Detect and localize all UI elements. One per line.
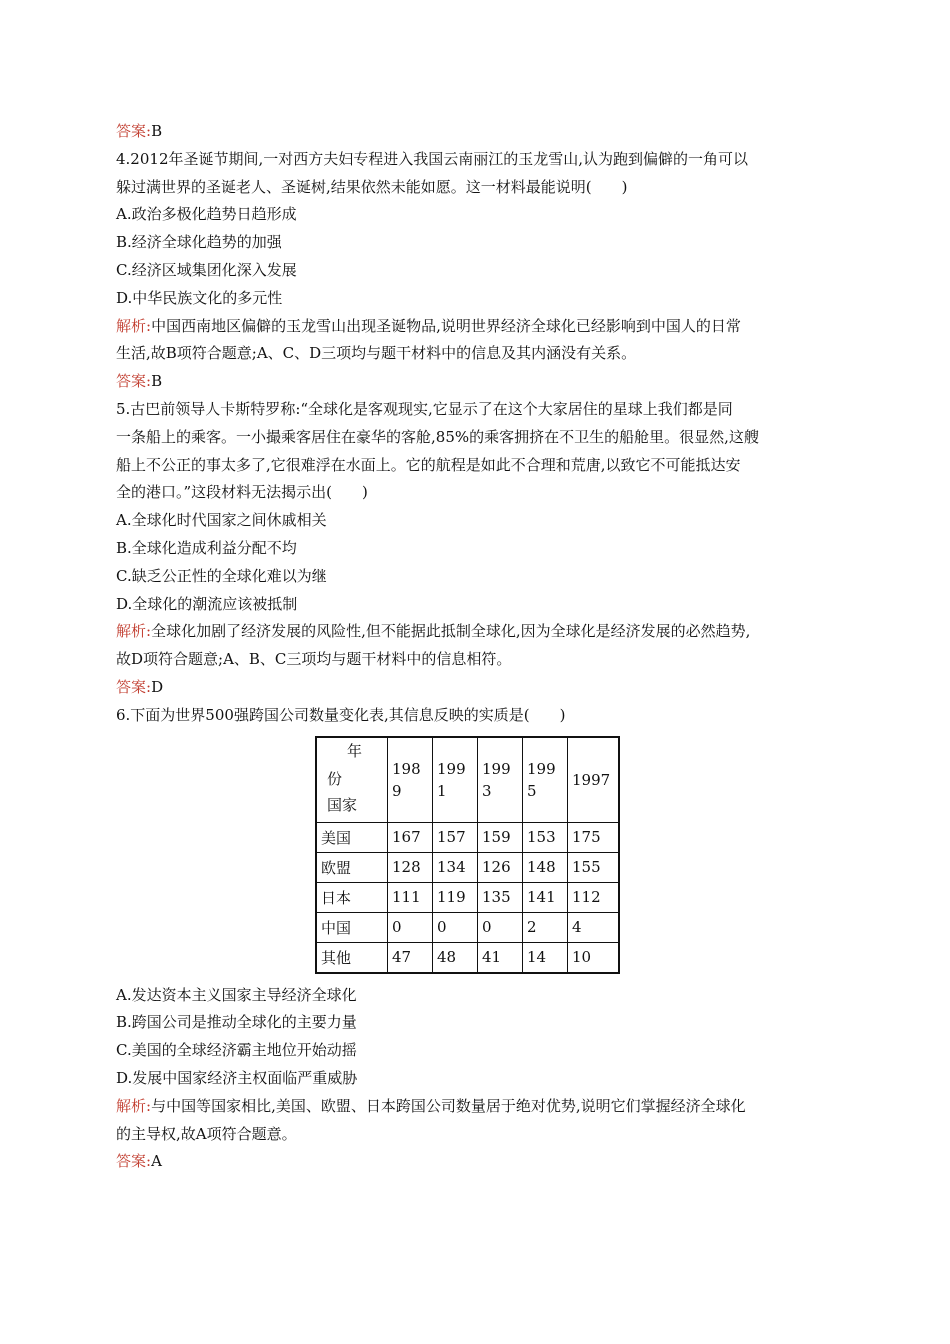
table-row: [316, 852, 619, 882]
q5-answer: [116, 674, 836, 702]
value-cell: 141: [523, 882, 568, 912]
value-cell: 2: [523, 912, 568, 942]
analysis-line: 生活,故B项符合题意;A、C、D三项均与题干材料中的信息及其内涵没有关系。: [116, 344, 637, 363]
option-c: C.缺乏公正性的全球化难以为继: [116, 566, 327, 585]
value-cell: 126: [478, 852, 523, 882]
analysis-label: 解析:: [116, 622, 152, 641]
value-cell: 0: [433, 912, 478, 942]
answer-value: B: [151, 372, 163, 391]
question-stem-line: 5.古巴前领导人卡斯特罗称:“全球化是客观现实,它显示了在这个大家居住的星球上我们都是同: [116, 399, 733, 418]
value-cell: 167: [388, 822, 433, 852]
analysis-text: 全球化加剧了经济发展的风险性,但不能据此抵制全球化,因为全球化是经济发展的必然趋势,: [151, 622, 751, 641]
year-header-part: 199: [437, 759, 466, 778]
year-header-part: 5: [527, 781, 537, 800]
country-cell: 日本: [316, 882, 388, 912]
analysis-label: 解析:: [116, 1096, 152, 1115]
table-row: [316, 882, 619, 912]
year-header-part: 1: [437, 781, 447, 800]
option-a: A.发达资本主义国家主导经济全球化: [116, 985, 357, 1004]
value-cell: 10: [568, 942, 620, 973]
corner-fen-label: 份: [327, 769, 343, 788]
value-cell: 47: [388, 942, 433, 973]
question-4: [116, 146, 836, 396]
question-stem-line: 6.下面为世界500强跨国公司数量变化表,其信息反映的实质是( ): [116, 705, 566, 724]
value-cell: 0: [478, 912, 523, 942]
answer-label: 答案:: [116, 122, 152, 140]
country-cell: 欧盟: [316, 852, 388, 882]
value-cell: 153: [523, 822, 568, 852]
country-cell: 其他: [316, 942, 388, 973]
question-stem-line: 一条船上的乘客。一小撮乘客居住在豪华的客舱,85%的乘客拥挤在不卫生的船舱里。很显然,这艘: [116, 427, 759, 446]
analysis-line: [116, 1093, 836, 1121]
table-header-row: [316, 737, 619, 823]
question-5: [116, 396, 836, 702]
option-c: C.经济区域集团化深入发展: [116, 260, 297, 279]
question-stem-line: 全的港口。”这段材料无法揭示出( ): [116, 483, 368, 502]
option-a: A.全球化时代国家之间休戚相关: [116, 511, 327, 530]
year-header-part: 9: [392, 781, 402, 800]
company-count-table: [315, 736, 620, 974]
q4-answer: [116, 368, 836, 396]
answer-label: 答案:: [116, 677, 152, 696]
analysis-line: [116, 313, 836, 341]
analysis-line: 故D项符合题意;A、B、C三项均与题干材料中的信息相符。: [116, 650, 512, 669]
country-cell: 美国: [316, 822, 388, 852]
value-cell: 128: [388, 852, 433, 882]
table-row: [316, 942, 619, 973]
year-header-part: 198: [392, 759, 421, 778]
option-d: D.中华民族文化的多元性: [116, 288, 283, 307]
value-cell: 111: [388, 882, 433, 912]
value-cell: 155: [568, 852, 620, 882]
value-cell: 119: [433, 882, 478, 912]
answer-label: 答案:: [116, 372, 152, 391]
option-b: B.全球化造成利益分配不均: [116, 538, 297, 557]
option-c: C.美国的全球经济霸主地位开始动摇: [116, 1041, 357, 1060]
analysis-line: [116, 618, 836, 646]
q3-answer: [116, 118, 836, 146]
answer-value: D: [151, 677, 164, 696]
question-6: [116, 702, 836, 1176]
value-cell: 135: [478, 882, 523, 912]
option-d: D.全球化的潮流应该被抵制: [116, 594, 298, 613]
option-d: D.发展中国家经济主权面临严重威胁: [116, 1068, 358, 1087]
analysis-line: 的主导权,故A项符合题意。: [116, 1124, 297, 1143]
company-count-table-wrapper: [315, 736, 836, 974]
value-cell: 0: [388, 912, 433, 942]
value-cell: 4: [568, 912, 620, 942]
answer-value: A: [151, 1152, 162, 1171]
value-cell: 148: [523, 852, 568, 882]
analysis-label: 解析:: [116, 316, 152, 335]
table-row: [316, 822, 619, 852]
option-a: A.政治多极化趋势日趋形成: [116, 205, 297, 224]
corner-country-label: 国家: [327, 795, 358, 814]
year-header: 1997: [568, 737, 620, 823]
question-stem-line: 躲过满世界的圣诞老人、圣诞树,结果依然未能如愿。这一材料最能说明( ): [116, 177, 628, 196]
year-header-part: 3: [482, 781, 492, 800]
year-header: [478, 737, 523, 823]
value-cell: 159: [478, 822, 523, 852]
value-cell: 14: [523, 942, 568, 973]
option-b: B.经济全球化趋势的加强: [116, 233, 282, 252]
year-header: [433, 737, 478, 823]
answer-label: 答案:: [116, 1152, 152, 1171]
analysis-text: 中国西南地区偏僻的玉龙雪山出现圣诞物品,说明世界经济全球化已经影响到中国人的日常: [151, 316, 741, 335]
question-stem-line: 4.2012年圣诞节期间,一对西方夫妇专程进入我国云南丽江的玉龙雪山,认为跑到偏僻的一角可以: [116, 149, 749, 168]
answer-value: B: [151, 122, 163, 140]
year-header: [388, 737, 433, 823]
value-cell: 175: [568, 822, 620, 852]
value-cell: 41: [478, 942, 523, 973]
option-b: B.跨国公司是推动全球化的主要力量: [116, 1013, 357, 1032]
year-header-part: 199: [482, 759, 511, 778]
document-page: [116, 118, 836, 1176]
corner-year-label: 年: [347, 741, 363, 760]
value-cell: 48: [433, 942, 478, 973]
value-cell: 134: [433, 852, 478, 882]
value-cell: 112: [568, 882, 620, 912]
value-cell: 157: [433, 822, 478, 852]
table-row: [316, 912, 619, 942]
country-cell: 中国: [316, 912, 388, 942]
year-header: [523, 737, 568, 823]
year-header-part: 199: [527, 759, 556, 778]
analysis-text: 与中国等国家相比,美国、欧盟、日本跨国公司数量居于绝对优势,说明它们掌握经济全球化: [151, 1096, 746, 1115]
q6-answer: [116, 1148, 836, 1176]
question-stem-line: 船上不公正的事太多了,它很难浮在水面上。它的航程是如此不合理和荒唐,以致它不可能抵达安: [116, 455, 741, 474]
table-corner-cell: [316, 737, 388, 823]
